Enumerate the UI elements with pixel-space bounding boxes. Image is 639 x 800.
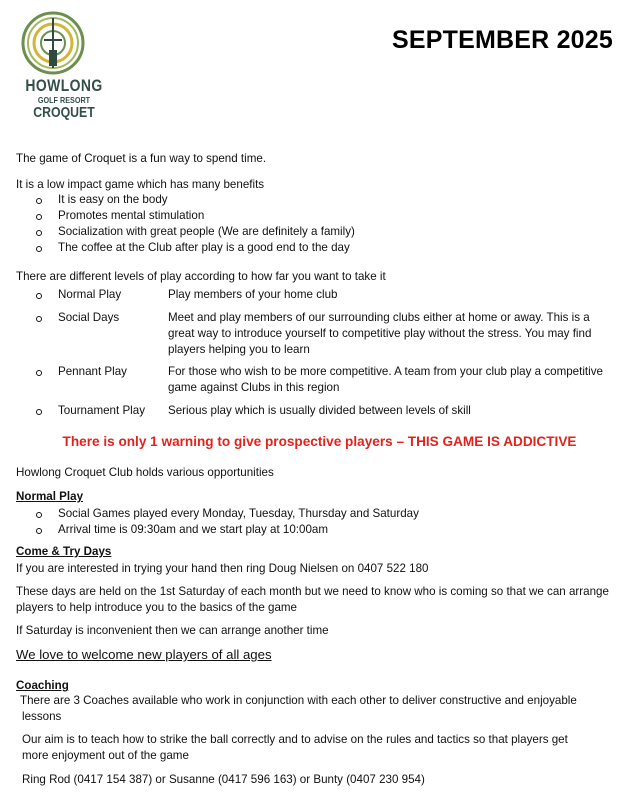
normal-play-item: Social Games played every Monday, Tuesday, Thursday and Saturday <box>58 507 419 520</box>
level-desc: players helping you to learn <box>168 343 310 356</box>
opportunities-text: Howlong Croquet Club holds various opportunities <box>16 466 274 479</box>
come-try-text: players to help introduce you to the basics of the game <box>16 601 297 614</box>
coaching-heading: Coaching <box>16 679 69 692</box>
club-logo-icon <box>20 10 86 76</box>
coaching-text: more enjoyment out of the game <box>22 749 189 762</box>
come-try-text: These days are held on the 1st Saturday of each month but we need to know who is coming so that we can arrange <box>16 585 609 598</box>
level-desc: game against Clubs in this region <box>168 381 340 394</box>
level-name: Pennant Play <box>58 365 127 378</box>
normal-play-item: Arrival time is 09:30am and we start play at 10:00am <box>58 523 329 536</box>
level-desc: For those who wish to be more competitive. A team from your club play a competitive <box>168 365 603 378</box>
benefit-text: It is easy on the body <box>58 193 168 206</box>
coaching-contacts: Ring Rod (0417 154 387) or Susanne (0417 596 163) or Bunty (0407 230 954) <box>22 773 425 786</box>
normal-play-heading: Normal Play <box>16 490 84 503</box>
coaching-text: lessons <box>22 710 62 723</box>
benefit-text: Socialization with great people (We are definitely a family) <box>58 225 355 238</box>
page-title: SEPTEMBER 2025 <box>392 26 613 54</box>
level-name: Normal Play <box>58 288 122 301</box>
benefits-intro: It is a low impact game which has many benefits <box>16 178 265 191</box>
come-try-text: If Saturday is inconvenient then we can arrange another time <box>16 624 329 637</box>
logo-text-croquet: CROQUET <box>33 104 95 121</box>
warning-banner: There is only 1 warning to give prospective players – THIS GAME IS ADDICTIVE <box>62 434 577 449</box>
levels-intro: There are different levels of play according to how far you want to take it <box>16 270 386 283</box>
coaching-text: Our aim is to teach how to strike the ball correctly and to advise on the rules and tactics so that players get <box>22 733 568 746</box>
level-name: Tournament Play <box>58 404 145 417</box>
level-desc: great way to introduce yourself to competitive play without the stress. You may find <box>168 327 592 340</box>
level-name: Social Days <box>58 311 120 324</box>
coaching-text: There are 3 Coaches available who work in conjunction with each other to deliver constructive and enjoyable <box>20 694 577 707</box>
welcome-text: We love to welcome new players of all ages <box>16 647 272 662</box>
level-desc: Serious play which is usually divided between levels of skill <box>168 404 471 417</box>
come-try-heading: Come & Try Days <box>16 545 112 558</box>
logo-text-howlong: HOWLONG <box>25 76 103 95</box>
benefit-text: Promotes mental stimulation <box>58 209 205 222</box>
level-desc: Play members of your home club <box>168 288 338 301</box>
come-try-text: If you are interested in trying your hand then ring Doug Nielsen on 0407 522 180 <box>16 562 429 575</box>
level-desc: Meet and play members of our surrounding clubs either at home or away. This is a <box>168 311 590 324</box>
logo-text-golf-resort: GOLF RESORT <box>37 95 91 105</box>
intro-text: The game of Croquet is a fun way to spend time. <box>16 152 267 165</box>
benefit-text: The coffee at the Club after play is a good end to the day <box>58 241 350 254</box>
